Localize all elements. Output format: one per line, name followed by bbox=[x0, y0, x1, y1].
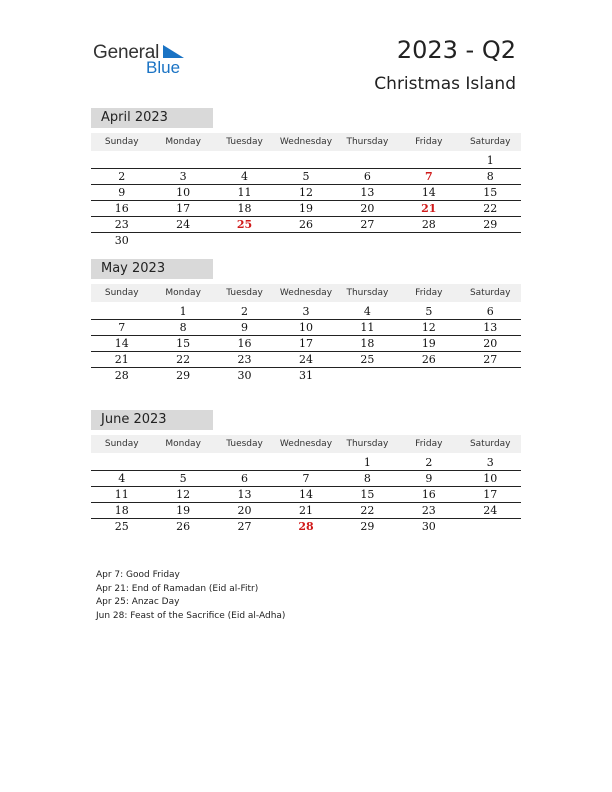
day-cell bbox=[91, 153, 152, 168]
day-cell: 13 bbox=[360, 186, 375, 199]
weekday-header bbox=[91, 133, 521, 151]
week-row bbox=[91, 352, 521, 368]
day-cell: 4 bbox=[363, 305, 371, 318]
day-cell bbox=[398, 153, 459, 168]
day-cell: 2 bbox=[118, 170, 126, 183]
day-cell: 20 bbox=[237, 504, 252, 517]
day-cell: 6 bbox=[486, 305, 494, 318]
day-cell: 14 bbox=[421, 186, 436, 199]
week-row bbox=[91, 368, 521, 384]
weekday-name: Sunday bbox=[104, 439, 139, 449]
month-label: April 2023 bbox=[91, 108, 213, 128]
day-cell: 28 bbox=[298, 520, 314, 533]
day-cell: 12 bbox=[176, 488, 191, 501]
day-cell: 21 bbox=[298, 504, 313, 517]
day-cell bbox=[214, 233, 275, 249]
day-cell: 23 bbox=[421, 504, 436, 517]
day-cell: 18 bbox=[237, 202, 252, 215]
day-cell: 7 bbox=[118, 321, 126, 334]
weekday-name: Saturday bbox=[469, 288, 511, 298]
weekday-name: Friday bbox=[415, 137, 443, 147]
weekday-name: Wednesday bbox=[279, 288, 333, 298]
weekday-name: Thursday bbox=[346, 439, 389, 449]
day-cell: 19 bbox=[421, 337, 436, 350]
logo-blue-text: Blue bbox=[146, 58, 181, 77]
weekday-name: Thursday bbox=[346, 288, 389, 298]
day-cell bbox=[398, 368, 459, 384]
day-cell: 25 bbox=[236, 218, 253, 231]
week-row bbox=[91, 169, 521, 185]
weekday-name: Wednesday bbox=[279, 439, 333, 449]
weekday-name: Wednesday bbox=[279, 137, 333, 147]
day-cell: 14 bbox=[114, 337, 129, 350]
day-cell: 25 bbox=[114, 520, 129, 533]
day-cell: 10 bbox=[176, 186, 191, 199]
day-cell: 26 bbox=[421, 353, 436, 366]
day-cell: 24 bbox=[483, 504, 498, 517]
week-row bbox=[91, 153, 521, 169]
week-row bbox=[91, 471, 521, 487]
day-grid bbox=[91, 151, 521, 249]
weekday-name: Sunday bbox=[104, 288, 139, 298]
day-cell: 31 bbox=[298, 369, 313, 382]
day-cell: 1 bbox=[486, 154, 494, 167]
day-cell: 28 bbox=[421, 218, 436, 231]
day-cell: 12 bbox=[421, 321, 436, 334]
day-cell: 22 bbox=[360, 504, 375, 517]
day-cell: 21 bbox=[114, 353, 129, 366]
weekday-name: Saturday bbox=[469, 439, 511, 449]
weekday-name: Monday bbox=[165, 137, 201, 147]
day-cell: 2 bbox=[425, 456, 433, 469]
day-cell: 3 bbox=[179, 170, 187, 183]
day-cell bbox=[275, 153, 336, 168]
day-cell: 20 bbox=[360, 202, 375, 215]
day-cell: 7 bbox=[302, 472, 310, 485]
day-cell: 12 bbox=[298, 186, 313, 199]
holiday-note: Apr 21: End of Ramadan (Eid al-Fitr) bbox=[96, 583, 259, 594]
day-grid bbox=[91, 453, 521, 535]
weekday-name: Sunday bbox=[104, 137, 139, 147]
day-cell: 9 bbox=[241, 321, 249, 334]
weekday-name: Thursday bbox=[346, 137, 389, 147]
day-cell: 18 bbox=[360, 337, 375, 350]
weekday-header bbox=[91, 435, 521, 453]
month-june bbox=[91, 410, 521, 535]
day-cell: 5 bbox=[302, 170, 310, 183]
day-cell: 30 bbox=[237, 369, 252, 382]
week-row bbox=[91, 336, 521, 352]
day-cell bbox=[152, 233, 213, 249]
day-cell: 22 bbox=[176, 353, 191, 366]
month-label: June 2023 bbox=[91, 410, 213, 430]
day-grid bbox=[91, 302, 521, 384]
day-cell bbox=[152, 153, 213, 168]
day-cell bbox=[275, 455, 336, 470]
day-cell: 30 bbox=[114, 234, 129, 247]
day-cell: 10 bbox=[483, 472, 498, 485]
weekday-name: Saturday bbox=[469, 137, 511, 147]
day-cell: 16 bbox=[421, 488, 436, 501]
day-cell: 6 bbox=[241, 472, 249, 485]
day-cell: 11 bbox=[237, 186, 252, 199]
day-cell: 10 bbox=[298, 321, 313, 334]
day-cell: 24 bbox=[176, 218, 191, 231]
day-cell: 1 bbox=[363, 456, 371, 469]
day-cell: 4 bbox=[118, 472, 126, 485]
day-cell bbox=[460, 368, 521, 384]
holiday-note: Jun 28: Feast of the Sacrifice (Eid al-Adha) bbox=[96, 610, 286, 621]
day-cell bbox=[91, 304, 152, 319]
day-cell: 30 bbox=[421, 520, 436, 533]
logo-general-text: General bbox=[93, 42, 160, 63]
day-cell: 26 bbox=[176, 520, 191, 533]
day-cell: 17 bbox=[298, 337, 313, 350]
day-cell: 27 bbox=[483, 353, 498, 366]
weekday-header bbox=[91, 284, 521, 302]
week-row bbox=[91, 320, 521, 336]
day-cell: 29 bbox=[360, 520, 375, 533]
day-cell: 18 bbox=[114, 504, 129, 517]
day-cell: 8 bbox=[179, 321, 187, 334]
day-cell: 13 bbox=[483, 321, 498, 334]
day-cell: 29 bbox=[176, 369, 191, 382]
day-cell bbox=[460, 233, 521, 249]
day-cell: 3 bbox=[486, 456, 494, 469]
day-cell: 11 bbox=[114, 488, 129, 501]
day-cell bbox=[91, 455, 152, 470]
page-title: 2023 - Q2 bbox=[396, 36, 516, 64]
month-april bbox=[91, 108, 521, 249]
weekday-name: Tuesday bbox=[226, 137, 263, 147]
week-row bbox=[91, 455, 521, 471]
day-cell: 19 bbox=[176, 504, 191, 517]
day-cell: 28 bbox=[114, 369, 129, 382]
day-cell bbox=[214, 153, 275, 168]
day-cell bbox=[275, 233, 336, 249]
day-cell: 25 bbox=[360, 353, 375, 366]
day-cell: 13 bbox=[237, 488, 252, 501]
day-cell: 9 bbox=[118, 186, 126, 199]
day-cell: 15 bbox=[176, 337, 191, 350]
day-cell: 29 bbox=[483, 218, 498, 231]
week-row bbox=[91, 519, 521, 535]
day-cell: 24 bbox=[298, 353, 313, 366]
day-cell bbox=[337, 368, 398, 384]
logo bbox=[93, 40, 203, 80]
day-cell: 23 bbox=[114, 218, 129, 231]
week-row bbox=[91, 233, 521, 249]
day-cell bbox=[337, 233, 398, 249]
week-row bbox=[91, 217, 521, 233]
day-cell: 17 bbox=[176, 202, 191, 215]
day-cell: 15 bbox=[360, 488, 375, 501]
day-cell bbox=[214, 455, 275, 470]
day-cell: 2 bbox=[241, 305, 249, 318]
week-row bbox=[91, 503, 521, 519]
day-cell: 15 bbox=[483, 186, 498, 199]
day-cell: 16 bbox=[237, 337, 252, 350]
week-row bbox=[91, 185, 521, 201]
day-cell: 22 bbox=[483, 202, 498, 215]
day-cell: 14 bbox=[298, 488, 313, 501]
day-cell: 20 bbox=[483, 337, 498, 350]
weekday-name: Monday bbox=[165, 288, 201, 298]
logo-flag-icon bbox=[163, 45, 185, 59]
day-cell: 27 bbox=[237, 520, 252, 533]
day-cell: 6 bbox=[363, 170, 371, 183]
week-row bbox=[91, 487, 521, 503]
day-cell bbox=[337, 153, 398, 168]
day-cell: 7 bbox=[424, 170, 433, 183]
day-cell bbox=[460, 519, 521, 535]
holiday-note: Apr 25: Anzac Day bbox=[96, 597, 180, 607]
month-may bbox=[91, 259, 521, 384]
holiday-notes bbox=[96, 569, 285, 623]
day-cell: 27 bbox=[360, 218, 375, 231]
day-cell: 26 bbox=[298, 218, 313, 231]
day-cell: 21 bbox=[421, 202, 437, 215]
day-cell: 11 bbox=[360, 321, 375, 334]
week-row bbox=[91, 201, 521, 217]
month-label: May 2023 bbox=[91, 259, 213, 279]
day-cell: 8 bbox=[486, 170, 494, 183]
day-cell: 23 bbox=[237, 353, 252, 366]
day-cell bbox=[152, 455, 213, 470]
week-row bbox=[91, 304, 521, 320]
day-cell: 17 bbox=[483, 488, 498, 501]
weekday-name: Friday bbox=[415, 439, 443, 449]
weekday-name: Tuesday bbox=[226, 288, 263, 298]
weekday-name: Tuesday bbox=[226, 439, 263, 449]
weekday-name: Monday bbox=[165, 439, 201, 449]
holiday-note: Apr 7: Good Friday bbox=[96, 570, 180, 580]
day-cell: 4 bbox=[241, 170, 249, 183]
day-cell: 5 bbox=[179, 472, 187, 485]
day-cell bbox=[398, 233, 459, 249]
day-cell: 1 bbox=[179, 305, 187, 318]
day-cell: 19 bbox=[298, 202, 313, 215]
page-subtitle: Christmas Island bbox=[374, 74, 516, 94]
day-cell: 9 bbox=[425, 472, 433, 485]
day-cell: 3 bbox=[302, 305, 310, 318]
day-cell: 8 bbox=[363, 472, 371, 485]
day-cell: 16 bbox=[114, 202, 129, 215]
weekday-name: Friday bbox=[415, 288, 443, 298]
day-cell: 5 bbox=[425, 305, 433, 318]
